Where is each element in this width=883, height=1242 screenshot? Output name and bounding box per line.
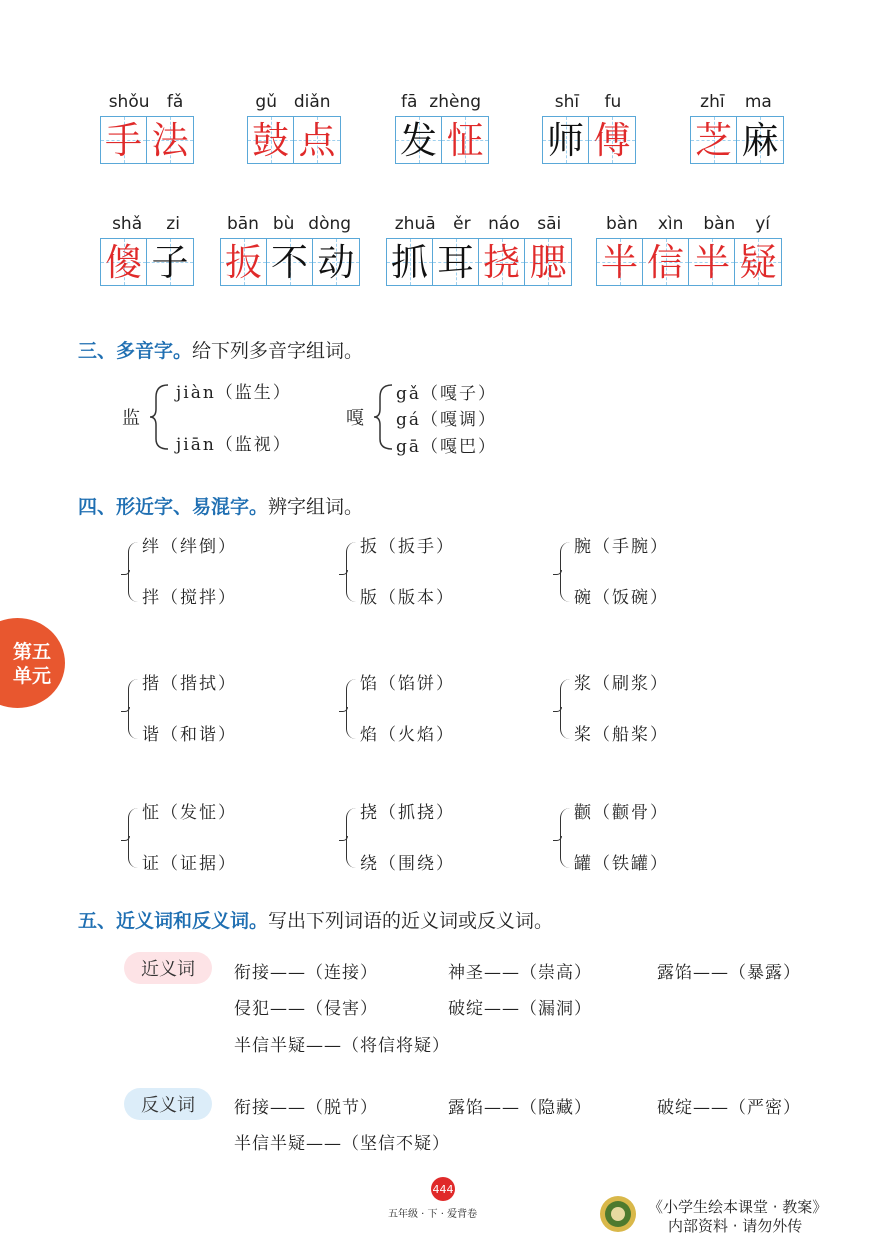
poly-char-ga: 嘎 (346, 408, 366, 429)
section-4-title: 四、形近字、易混字。 (78, 496, 269, 518)
pair-item: 馅（馅饼） (360, 674, 455, 694)
word-pinyin (100, 92, 192, 112)
pinyin-syllable: bàn (703, 214, 736, 234)
brace-icon (128, 679, 139, 739)
grid-cell (433, 239, 479, 285)
syn-1-3: 露馅——（暴露） (657, 963, 801, 983)
pinyin-syllable: fā (400, 92, 418, 112)
hanzi-char: 信 (647, 240, 684, 284)
pinyin-syllable: xìn (657, 214, 684, 234)
pair-item: 焰（火焰） (360, 725, 455, 745)
grid-cell (248, 117, 294, 163)
tianzige-grid (100, 116, 194, 164)
tianzige-grid (690, 116, 784, 164)
grid-cell (147, 239, 193, 285)
grid-cell (589, 117, 635, 163)
pinyin-syllable: zhèng (429, 92, 482, 112)
pair-item: 绊（绊倒） (142, 537, 237, 557)
word-pinyin (220, 214, 358, 234)
char-pair (128, 674, 298, 747)
hanzi-char: 傅 (593, 118, 631, 162)
pinyin-syllable: shǒu (108, 92, 150, 112)
section-3-heading (78, 336, 363, 363)
pinyin-syllable: fu (604, 92, 622, 112)
char-pair (346, 674, 516, 747)
char-pair (560, 537, 730, 610)
word-pinyin (690, 92, 782, 112)
pair-item: 浆（刷浆） (574, 674, 669, 694)
word-box (596, 214, 780, 286)
pair-item: 挠（抓挠） (360, 803, 455, 823)
hanzi-char: 扳 (225, 240, 262, 284)
hanzi-char: 点 (298, 118, 336, 162)
tianzige-grid (220, 238, 360, 286)
poly-char-jian: 监 (122, 408, 142, 429)
pinyin-syllable: shǎ (112, 214, 143, 234)
word-box (100, 92, 192, 164)
pair-item: 颧（颧骨） (574, 803, 669, 823)
pinyin-syllable: ma (744, 92, 772, 112)
pinyin-syllable: zi (166, 214, 180, 234)
hanzi-char: 动 (317, 240, 355, 284)
grid-cell (267, 239, 313, 285)
grid-cell (479, 239, 525, 285)
brace-icon (346, 679, 357, 739)
section-5-title: 五、近义词和反义词。 (78, 910, 269, 932)
unit-badge (0, 618, 65, 708)
grid-cell (101, 239, 147, 285)
pair-item: 揩（揩拭） (142, 674, 237, 694)
word-box (247, 92, 339, 164)
pair-item: 怔（发怔） (142, 803, 237, 823)
pinyin-syllable: bù (272, 214, 295, 234)
pair-item: 腕（手腕） (574, 537, 669, 557)
poly-jian-item-2: jiān（监视） (176, 435, 292, 455)
word-box (395, 92, 487, 164)
pinyin-syllable: ěr (453, 214, 471, 234)
poly-ga-item-1: gǎ（嘎子） (396, 384, 498, 404)
unit-badge-line-1: 第五 (12, 641, 51, 663)
grid-cell (442, 117, 488, 163)
word-pinyin (395, 92, 487, 112)
pinyin-syllable: shī (554, 92, 580, 112)
grid-cell (735, 239, 781, 285)
section-5-instruction: 写出下列词语的近义词或反义词。 (268, 910, 554, 932)
hanzi-char: 挠 (483, 240, 520, 284)
section-4-heading (78, 492, 363, 519)
pinyin-syllable: yí (755, 214, 770, 234)
tianzige-grid (395, 116, 489, 164)
synonyms-tag: 近义词 (124, 952, 212, 984)
brace-icon (148, 383, 172, 451)
ant-2-1: 半信半疑——（坚信不疑） (234, 1134, 450, 1154)
hanzi-char: 师 (547, 118, 584, 162)
hanzi-char: 鼓 (252, 118, 289, 162)
syn-1-2: 神圣——（崇高） (448, 963, 592, 983)
hanzi-char: 法 (151, 118, 189, 162)
brace-icon (346, 808, 357, 868)
hanzi-char: 疑 (739, 240, 777, 284)
hanzi-char: 手 (105, 118, 142, 162)
tianzige-grid (596, 238, 782, 286)
hanzi-char: 怔 (446, 118, 484, 162)
pair-item: 谐（和谐） (142, 725, 237, 745)
pinyin-syllable: zhuā (394, 214, 436, 234)
word-box (386, 214, 570, 286)
grid-cell (525, 239, 571, 285)
char-pair (128, 537, 298, 610)
char-pair (346, 803, 516, 876)
page-number: 444 (431, 1177, 455, 1201)
brace-icon (346, 542, 357, 602)
section-3-title: 三、多音字。 (78, 340, 193, 362)
brace-icon (128, 808, 139, 868)
pinyin-syllable: gǔ (255, 92, 277, 112)
unit-badge-line-2: 单元 (12, 665, 51, 687)
grid-cell (643, 239, 689, 285)
hanzi-char: 半 (601, 240, 638, 284)
grid-cell (691, 117, 737, 163)
syn-2-2: 破绽——（漏洞） (448, 999, 592, 1019)
ant-1-1: 衔接——（脱节） (234, 1098, 378, 1118)
char-pair (560, 674, 730, 747)
hanzi-char: 耳 (437, 240, 474, 284)
grid-cell (689, 239, 735, 285)
brand-line-2: 内部资料 · 请勿外传 (668, 1217, 803, 1235)
hanzi-char: 半 (693, 240, 730, 284)
syn-1-1: 衔接——（连接） (234, 963, 378, 983)
word-pinyin (542, 92, 634, 112)
pair-item: 罐（铁罐） (574, 854, 669, 874)
word-box (220, 214, 358, 286)
word-box (690, 92, 782, 164)
ant-1-3: 破绽——（严密） (657, 1098, 801, 1118)
grid-cell (294, 117, 340, 163)
word-box (100, 214, 192, 286)
tianzige-grid (386, 238, 572, 286)
tianzige-grid (247, 116, 341, 164)
hanzi-char: 不 (271, 240, 308, 284)
hanzi-char: 麻 (741, 118, 779, 162)
tianzige-grid (100, 238, 194, 286)
brand-line-1: 《小学生绘本课堂 · 教案》 (648, 1198, 828, 1216)
hanzi-char: 芝 (695, 118, 732, 162)
poly-ga-item-3: gā（嘎巴） (396, 437, 498, 457)
hanzi-char: 腮 (529, 240, 567, 284)
word-pinyin (596, 214, 780, 234)
word-box (542, 92, 634, 164)
pair-item: 版（版本） (360, 588, 455, 608)
char-pair (128, 803, 298, 876)
pinyin-syllable: sāi (537, 214, 562, 234)
brace-icon (560, 542, 571, 602)
footer-grade: 五年级 · 下 · 爱背卷 (388, 1209, 478, 1220)
brace-icon (128, 542, 139, 602)
grid-cell (147, 117, 193, 163)
pinyin-syllable: dòng (308, 214, 352, 234)
section-3-instruction: 给下列多音字组词。 (192, 340, 364, 362)
pair-item: 扳（扳手） (360, 537, 455, 557)
poly-ga-item-2: gá（嘎调） (396, 410, 498, 430)
grid-cell (387, 239, 433, 285)
word-pinyin (100, 214, 192, 234)
pinyin-syllable: náo (488, 214, 520, 234)
brace-icon (560, 679, 571, 739)
pinyin-syllable: bān (226, 214, 259, 234)
brand-logo-icon (598, 1194, 638, 1234)
pinyin-syllable: bàn (605, 214, 638, 234)
word-pinyin (386, 214, 570, 234)
hanzi-char: 子 (151, 240, 189, 284)
ant-1-2: 露馅——（隐藏） (448, 1098, 592, 1118)
brace-icon (560, 808, 571, 868)
grid-cell (221, 239, 267, 285)
char-pair (560, 803, 730, 876)
pair-item: 证（证据） (142, 854, 237, 874)
brace-icon (372, 383, 396, 451)
pair-item: 绕（围绕） (360, 854, 455, 874)
antonyms-tag: 反义词 (124, 1088, 212, 1120)
syn-2-1: 侵犯——（侵害） (234, 999, 378, 1019)
hanzi-char: 抓 (391, 240, 428, 284)
grid-cell (737, 117, 783, 163)
section-4-instruction: 辨字组词。 (268, 496, 364, 518)
pair-item: 拌（搅拌） (142, 588, 237, 608)
word-pinyin (247, 92, 339, 112)
grid-cell (543, 117, 589, 163)
hanzi-char: 傻 (105, 240, 142, 284)
grid-cell (101, 117, 147, 163)
char-pair (346, 537, 516, 610)
pair-item: 碗（饭碗） (574, 588, 669, 608)
grid-cell (313, 239, 359, 285)
grid-cell (396, 117, 442, 163)
syn-3-1: 半信半疑——（将信将疑） (234, 1036, 450, 1056)
poly-jian-item-1: jiàn（监生） (176, 383, 292, 403)
pinyin-syllable: diǎn (293, 92, 331, 112)
pinyin-syllable: zhī (700, 92, 725, 112)
section-5-heading (78, 906, 553, 933)
grid-cell (597, 239, 643, 285)
hanzi-char: 发 (400, 118, 437, 162)
pair-item: 桨（船桨） (574, 725, 669, 745)
pinyin-syllable: fǎ (166, 92, 184, 112)
tianzige-grid (542, 116, 636, 164)
